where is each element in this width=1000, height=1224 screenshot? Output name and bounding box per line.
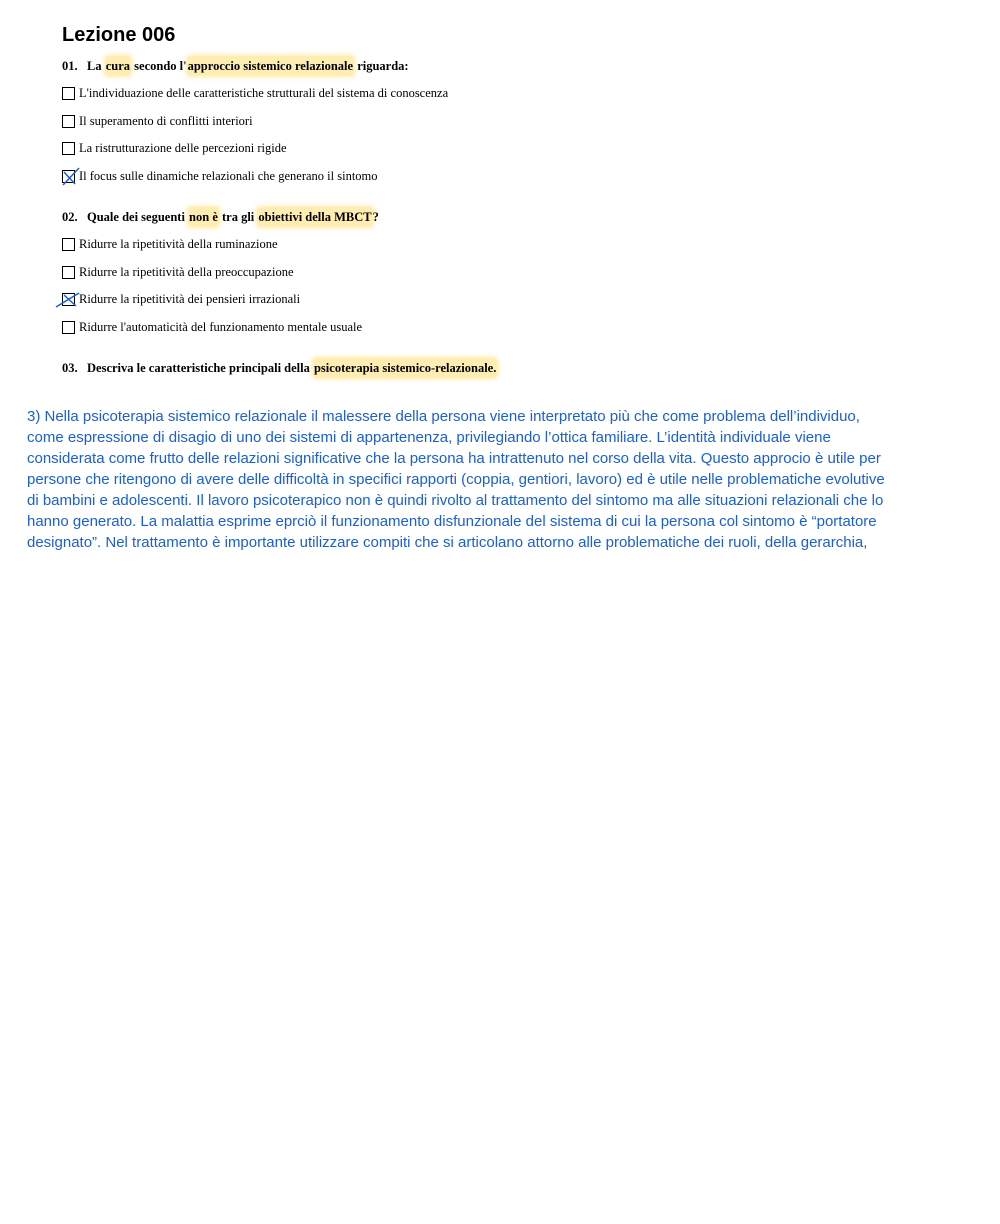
- answer-line: come espressione di disagio di uno dei sistemi di appartenenza, privilegiando l’ottica familiare. L’identità individuale viene: [27, 429, 831, 446]
- option-label: Ridurre la ripetitività della ruminazione: [79, 237, 278, 251]
- highlighted-text: cura: [105, 56, 131, 76]
- checkbox[interactable]: [62, 238, 75, 251]
- option-label: Il focus sulle dinamiche relazionali che generano il sintomo: [79, 169, 378, 183]
- question-text: tra gli: [218, 210, 258, 224]
- option-label: Ridurre la ripetitività della preoccupazione: [79, 265, 294, 279]
- checkbox[interactable]: [62, 87, 75, 100]
- question-text: secondo l': [131, 59, 187, 73]
- answer-line: 3) Nella psicoterapia sistemico relazionale il malessere della persona viene interpretato più che come problema dell’individuo,: [27, 408, 860, 425]
- handwritten-check-icon: [55, 166, 85, 190]
- question-text: Quale dei seguenti: [87, 210, 189, 224]
- highlighted-text: approccio sistemico relazionale: [187, 56, 354, 76]
- answer-line: di bambini e adolescenti. Il lavoro psicoterapico non è quindi rivolto al trattamento del sintomo ma alle situazioni relazionali che lo: [27, 492, 884, 509]
- question-2: [62, 210, 379, 225]
- highlighted-text: psicoterapia sistemico-relazionale.: [313, 358, 497, 378]
- q2-option-2[interactable]: [62, 265, 294, 280]
- highlighted-text: non è: [188, 207, 219, 227]
- checkbox[interactable]: [62, 321, 75, 334]
- answer-text-block: [27, 406, 947, 553]
- q1-option-4[interactable]: [62, 169, 378, 184]
- q2-option-3[interactable]: [62, 292, 300, 307]
- question-text: Descriva le caratteristiche principali della: [87, 361, 313, 375]
- option-label: Ridurre l'automaticità del funzionamento mentale usuale: [79, 320, 363, 334]
- checkbox-checked[interactable]: [62, 170, 75, 183]
- checkbox[interactable]: [62, 142, 75, 155]
- option-label: La ristrutturazione delle percezioni rigide: [79, 141, 287, 155]
- highlighted-text: obiettivi della MBCT: [257, 207, 372, 227]
- q1-option-3[interactable]: [62, 141, 287, 156]
- question-number: 02.: [62, 210, 78, 224]
- checkbox[interactable]: [62, 115, 75, 128]
- question-3: [62, 361, 497, 376]
- answer-line: designato”. Nel trattamento è importante utilizzare compiti che si articolano attorno alle problematiche dei ruoli, della gerarchia,: [27, 534, 868, 551]
- option-label: L'individuazione delle caratteristiche strutturali del sistema di conoscenza: [79, 86, 449, 100]
- q2-option-4[interactable]: [62, 320, 362, 335]
- answer-line: considerata come frutto delle relazioni significative che la persona ha intrattenuto nel corso della vita. Questo approcio è utile per: [27, 450, 881, 467]
- checkbox-checked[interactable]: [62, 293, 75, 306]
- question-1: [62, 59, 409, 74]
- question-text: La: [87, 59, 105, 73]
- option-label: Il superamento di conflitti interiori: [79, 114, 253, 128]
- q1-option-2[interactable]: [62, 114, 253, 129]
- question-text: ?: [372, 210, 379, 224]
- answer-line: hanno generato. La malattia esprime eprciò il funzionamento disfunzionale del sistema di cui la persona col sintomo è “portatore: [27, 513, 877, 530]
- option-label: Ridurre la ripetitività dei pensieri irrazionali: [79, 292, 301, 306]
- question-number: 01.: [62, 59, 78, 73]
- q2-option-1[interactable]: [62, 237, 278, 252]
- checkbox[interactable]: [62, 266, 75, 279]
- handwritten-check-icon: [55, 289, 85, 313]
- question-text: riguarda:: [354, 59, 409, 73]
- answer-line: persone che ritengono di avere delle difficoltà in specifici rapporti (coppia, gentiori, lavoro) ed è utile nelle problematiche evolutive: [27, 471, 885, 488]
- lesson-title: Lezione 006: [62, 24, 176, 46]
- question-number: 03.: [62, 361, 78, 375]
- q1-option-1[interactable]: [62, 86, 448, 101]
